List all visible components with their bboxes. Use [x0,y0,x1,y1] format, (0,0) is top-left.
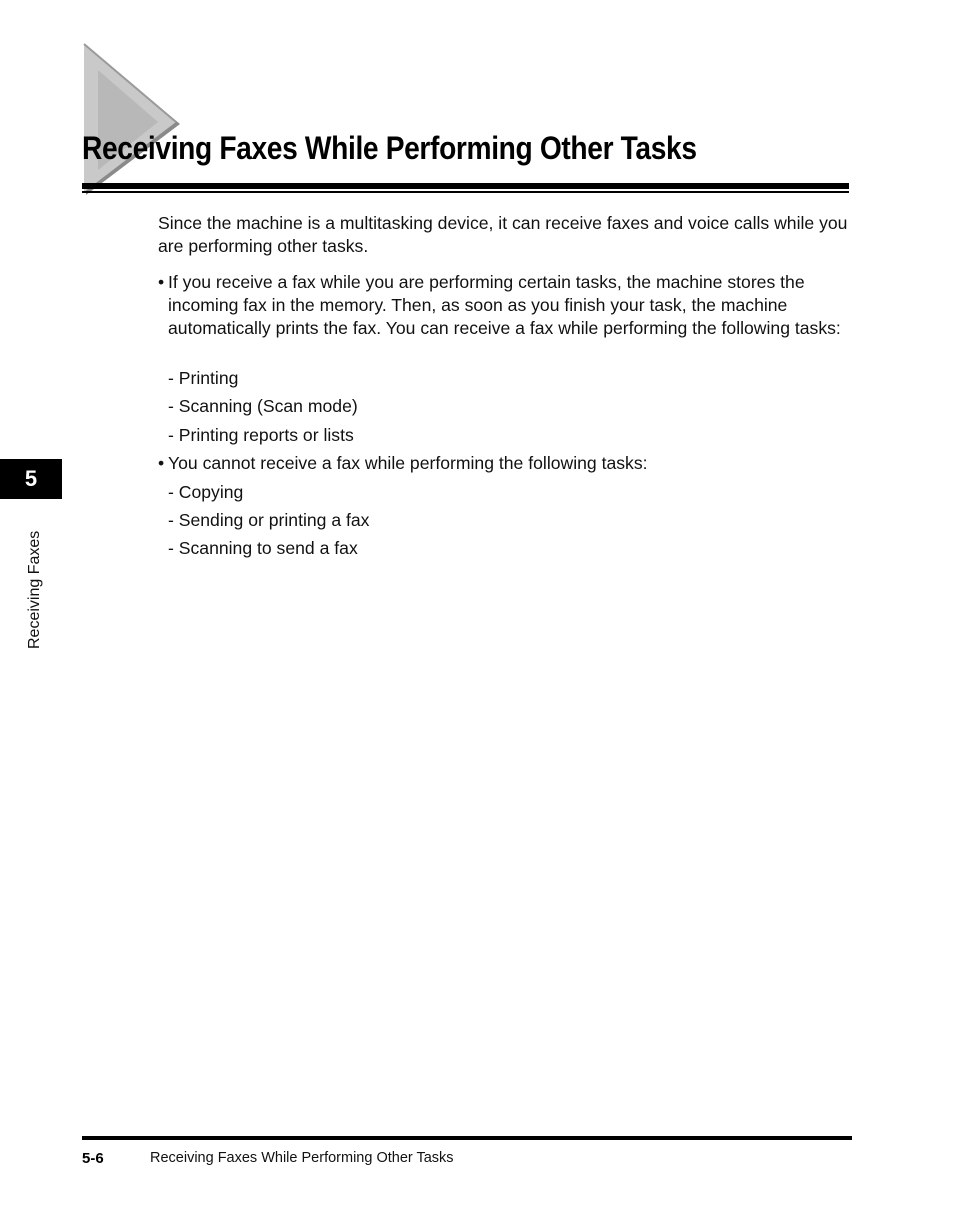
chapter-number: 5 [24,466,38,491]
footer-title: Receiving Faxes While Performing Other Tasks [150,1150,454,1166]
sub-list-item: - Scanning to send a fax [168,538,358,558]
bullet-dot-icon: • [158,272,165,292]
bullet-item [158,271,858,340]
title-rule-thick [82,183,849,189]
sub-list-item: - Copying [168,482,244,502]
page-title: Receiving Faxes While Performing Other Tasks [82,130,697,166]
bullet-text: If you receive a fax while you are performing certain tasks, the machine stores the incoming fax in the memory. Then, as soon as you finish your task, the machine automatically prints the fax. You can receive a fax while performing the following tasks: [168,272,841,338]
bullet-item [158,452,858,475]
page-number: 5-6 [82,1150,104,1167]
chapter-tab [0,459,62,499]
bullet-dot-icon: • [158,453,165,473]
bullet-text: You cannot receive a fax while performing the following tasks: [168,453,648,473]
sub-list-item: - Scanning (Scan mode) [168,396,358,416]
header-triangle-graphic [80,40,200,205]
sub-list-item: - Printing reports or lists [168,425,354,445]
chapter-side-label: Receiving Faxes [26,530,43,649]
title-rule-thin [82,191,849,193]
footer-rule [82,1136,852,1140]
sub-list-item: - Printing [168,368,239,388]
intro-paragraph: Since the machine is a multitasking device, it can receive faxes and voice calls while you are performing other tasks. [158,213,848,256]
sub-list-item: - Sending or printing a fax [168,510,370,530]
